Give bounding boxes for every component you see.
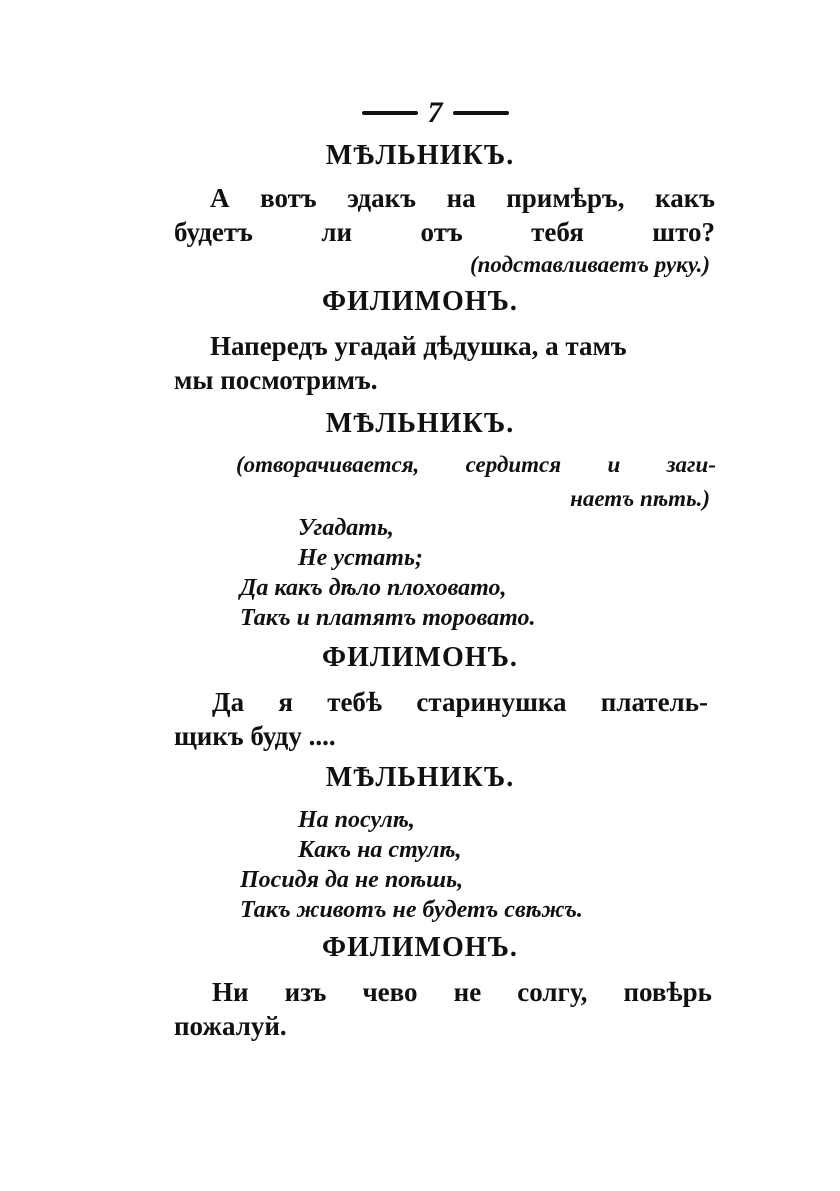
- dialogue-line: [212, 976, 712, 1008]
- word: заги-: [666, 452, 716, 477]
- word: Ни: [212, 977, 249, 1007]
- word: и: [607, 452, 621, 477]
- word: Да: [212, 687, 245, 717]
- word: платель-: [600, 687, 708, 717]
- word: я: [278, 687, 293, 717]
- header-rule-left: [362, 111, 418, 115]
- word: эдакъ: [347, 183, 416, 213]
- word: старинушка: [416, 687, 567, 717]
- verse-line: Не устать;: [298, 545, 423, 571]
- word: будетъ: [174, 217, 253, 247]
- verse-line: Да какъ дѣло плоховато,: [240, 575, 507, 601]
- word: што?: [652, 217, 715, 247]
- page-number-header: [355, 98, 515, 128]
- verse-line: Такъ животъ не будетъ свѣжъ.: [240, 897, 583, 923]
- dialogue-line: мы посмотримъ.: [174, 365, 378, 395]
- word: ли: [321, 217, 353, 247]
- word: повѣрь: [623, 977, 712, 1007]
- word: какъ: [655, 183, 715, 213]
- word: А: [210, 183, 230, 213]
- dialogue-line: [174, 216, 715, 248]
- speaker-heading: МѢЛЬНИКЪ.: [325, 762, 515, 793]
- verse-line: Такъ и платятъ торовато.: [240, 605, 536, 631]
- header-rule-right: [453, 111, 509, 115]
- word: тебя: [531, 217, 584, 247]
- word: изъ: [284, 977, 327, 1007]
- dialogue-line: Напередъ угадай дѣдушка, а тамъ: [210, 331, 627, 361]
- verse-line: Угадать,: [298, 515, 394, 541]
- verse-line: Какъ на стулѣ,: [298, 837, 462, 863]
- speaker-heading: ФИЛИМОНЪ.: [322, 642, 518, 673]
- verse-line: Посидя да не поѣшь,: [240, 867, 464, 893]
- word: сердится: [465, 452, 562, 477]
- word: тебѣ: [327, 687, 383, 717]
- dialogue-line: пожалуй.: [174, 1011, 287, 1041]
- speaker-heading: МѢЛЬНИКЪ.: [325, 408, 515, 439]
- speaker-heading: МѢЛЬНИКЪ.: [325, 140, 515, 171]
- page-number: 7: [427, 96, 443, 129]
- speaker-heading: ФИЛИМОНЪ.: [322, 932, 518, 963]
- word: не: [453, 977, 482, 1007]
- dialogue-line: [212, 686, 708, 718]
- stage-direction: [236, 452, 716, 478]
- verse-line: На посулѣ,: [298, 807, 415, 833]
- stage-direction: (подставливаетъ руку.): [469, 252, 710, 277]
- word: примѣръ,: [506, 183, 625, 213]
- word: солгу,: [517, 977, 588, 1007]
- stage-direction: наетъ пѣть.): [570, 486, 710, 511]
- word: (отворачивается,: [236, 452, 420, 477]
- word: на: [446, 183, 476, 213]
- word: чево: [362, 977, 418, 1007]
- dialogue-line: щикъ буду ....: [174, 721, 336, 751]
- speaker-heading: ФИЛИМОНЪ.: [322, 286, 518, 317]
- word: вотъ: [260, 183, 317, 213]
- word: отъ: [420, 217, 463, 247]
- dialogue-line: [210, 182, 715, 214]
